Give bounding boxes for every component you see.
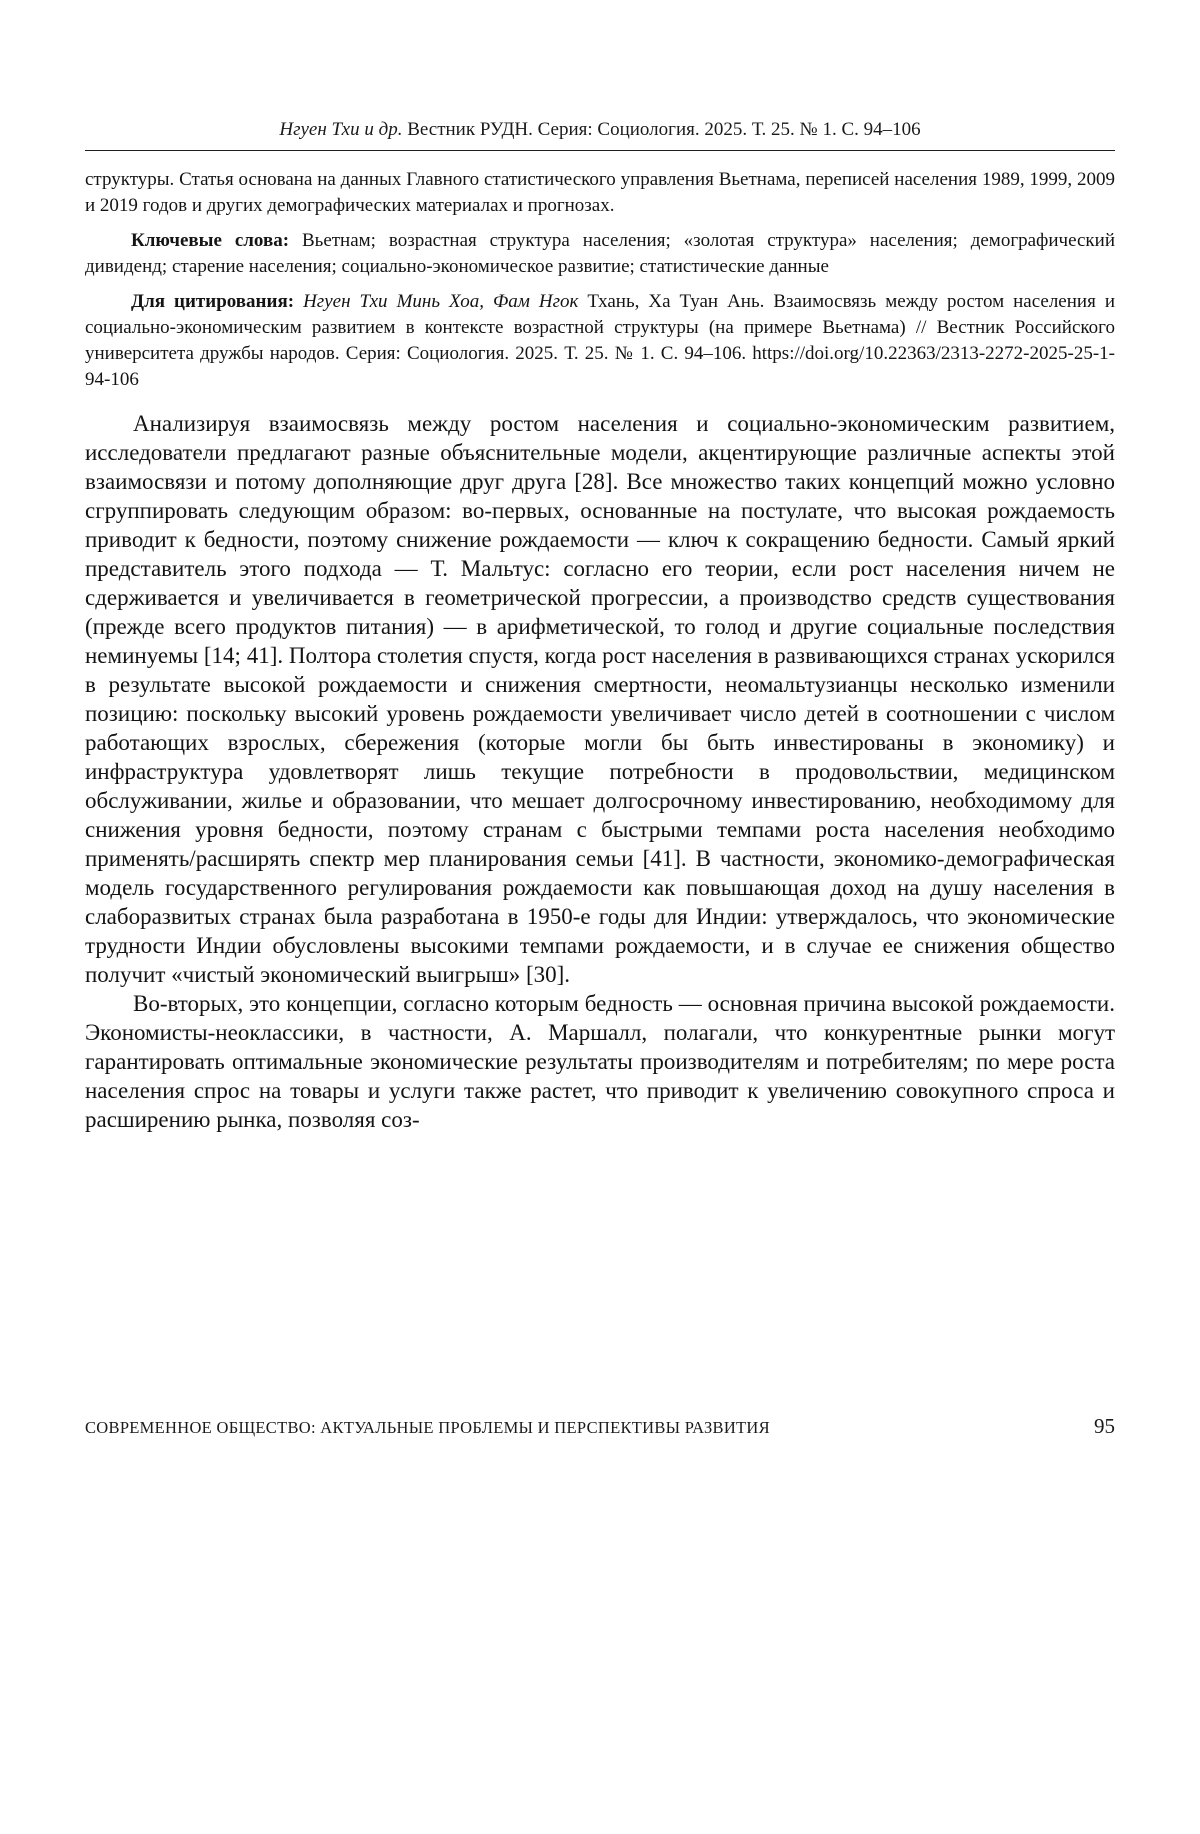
page-number: 95 bbox=[1094, 1414, 1115, 1438]
abstract-continuation: структуры. Статья основана на данных Главного статистического управления Вьетнама, переписей населения 1989, 1999, 2009 и 2019 годов и других демографических материалах и прогнозах. bbox=[85, 169, 1115, 216]
body-paragraph: Во-вторых, это концепции, согласно которым бедность — основная причина высокой рождаемости. Экономисты-неоклассики, в частности, А. Маршалл, полагали, что конкурентные рынки могут гарантировать оптимальные экономические результаты производителям и потребителям; по мере роста населения спрос на товары и услуги также растет, что приводит к увеличению совокупного спроса и расширению рынка, позволяя соз- bbox=[85, 991, 1115, 1132]
citation-authors: Нгуен Тхи Минь Хоа, Фам Нгок bbox=[294, 291, 579, 312]
citation-label: Для цитирования: bbox=[131, 291, 295, 312]
article-body bbox=[85, 409, 1115, 1134]
keywords-paragraph bbox=[85, 228, 1115, 280]
header-rule bbox=[85, 150, 1115, 151]
citation-text: Тхань, Ха Туан Ань. Взаимосвязь между ростом населения и социально-экономическим развитием в контексте возрастной структуры (на примере Вьетнама) // Вестник Российского университета дружбы народов. Серия: Социология. 2025. Т. 25. № 1. С. 94–106. https://doi.org/10.22363/2313-2272-2025-25-1-94-106 bbox=[85, 291, 1115, 390]
citation-paragraph bbox=[85, 289, 1115, 393]
keywords-label: Ключевые слова: bbox=[131, 230, 290, 251]
keywords-text: Вьетнам; возрастная структура населения; «золотая структура» населения; демографический дивиденд; старение населения; социально-экономическое развитие; статистические данные bbox=[85, 230, 1115, 277]
running-head-authors: Нгуен Тхи и др. bbox=[279, 119, 403, 140]
page-footer bbox=[85, 1414, 1115, 1439]
running-head bbox=[85, 118, 1115, 142]
footer-running-title: СОВРЕМЕННОЕ ОБЩЕСТВО: АКТУАЛЬНЫЕ ПРОБЛЕМЫ И ПЕРСПЕКТИВЫ РАЗВИТИЯ bbox=[85, 1418, 770, 1437]
running-head-journal-ref: Вестник РУДН. Серия: Социология. 2025. Т. 25. № 1. С. 94–106 bbox=[402, 119, 921, 140]
body-paragraph: Анализируя взаимосвязь между ростом населения и социально-экономическим развитием, исследователи предлагают разные объяснительные модели, акцентирующие различные аспекты этой взаимосвязи и потому дополняющие друг друга [28]. Все множество таких концепций можно условно сгруппировать следующим образом: во-первых, основанные на постулате, что высокая рождаемость приводит к бедности, поэтому снижение рождаемости — ключ к сокращению бедности. Самый яркий представитель этого подхода — Т. Мальтус: согласно его теории, если рост населения ничем не сдерживается и увеличивается в геометрической прогрессии, а производство средств существования (прежде всего продуктов питания) — в арифметической, то голод и другие социальные последствия неминуемы [14; 41]. Полтора столетия спустя, когда рост населения в развивающихся странах ускорился в результате высокой рождаемости и снижения смертности, неомальтузианцы несколько изменили позицию: поскольку высокий уровень рождаемости увеличивает число детей в соотношении с числом работающих взрослых, сбережения (которые могли бы быть инвестированы в экономику) и инфраструктура удовлетворят лишь текущие потребности в продовольствии, медицинском обслуживании, жилье и образовании, что мешает долгосрочному инвестированию, необходимому для снижения уровня бедности, поэтому странам с быстрыми темпами роста населения необходимо применять/расширять спектр мер планирования семьи [41]. В частности, экономико-демографическая модель государственного регулирования рождаемости как повышающая доход на душу населения в слаборазвитых странах была разработана в 1950-е годы для Индии: утверждалось, что экономические трудности Индии обусловлены высокими темпами рождаемости, и в случае ее снижения общество получит «чистый экономический выигрыш» [30]. bbox=[85, 411, 1115, 987]
